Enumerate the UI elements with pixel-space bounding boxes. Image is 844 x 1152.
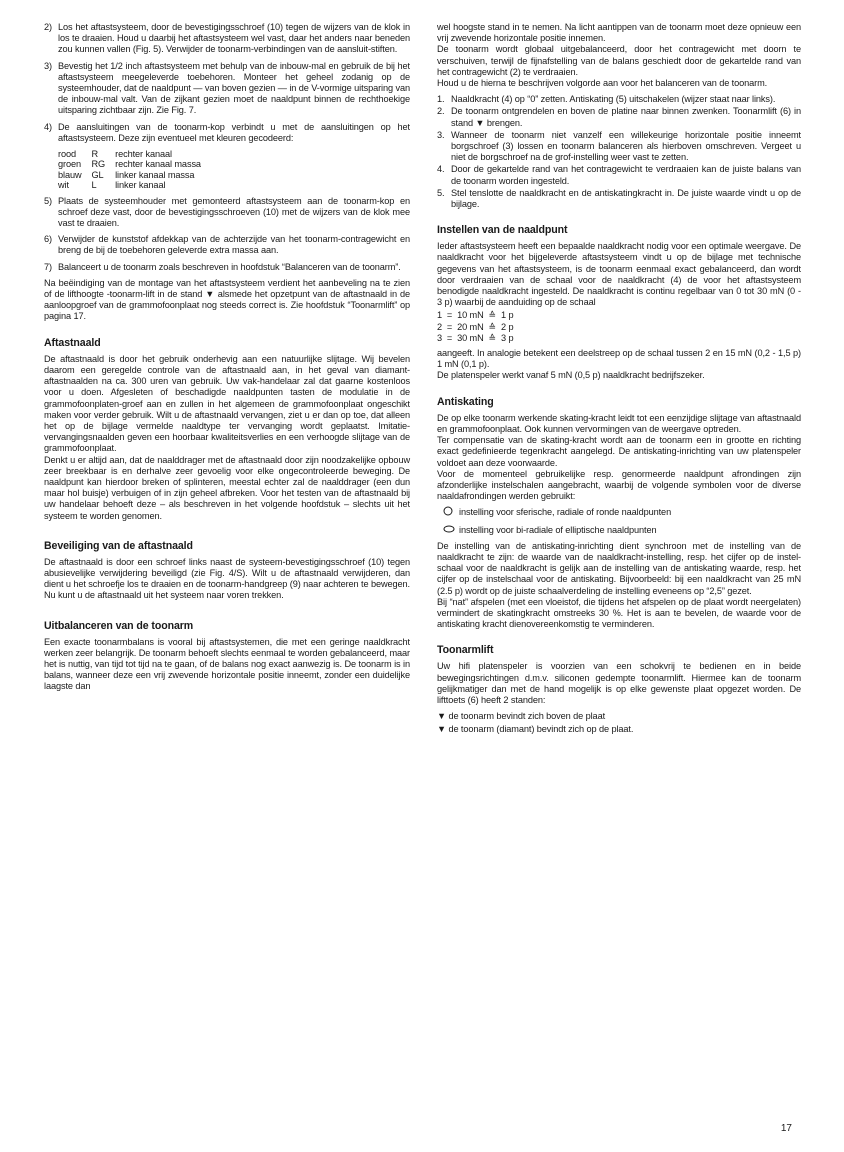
list-item (437, 130, 801, 164)
list-item (437, 188, 801, 210)
lift-up-row (437, 711, 801, 722)
step-number: 4) (44, 121, 52, 132)
right-column (437, 22, 801, 736)
list-item (44, 61, 410, 117)
symbol-ellipse-row (443, 525, 801, 536)
step-text: Bevestig het 1/2 inch aftastsysteem met behulp van de inbouw-mal en gebruik de bij het aftastsysteem meegeleverde toebehoren. Monteer het geheel zodanig op de systeemhouder, dat de naaldpunt — van boven gezien — in de V-vormige uitsparing van de inbouw-mal valt. Van de zijkant gezien moet de naaldpunt binnen de rechthoekige uitsparing zichtbaar zijn. Zie Fig. 7. (58, 60, 410, 116)
table-row (58, 170, 211, 180)
code-color: blauw (58, 169, 82, 180)
step-number: 5. (437, 187, 445, 198)
list-item (44, 196, 410, 230)
lift-down-row (437, 724, 801, 735)
list-item (44, 122, 410, 144)
symbol-round-row (443, 506, 801, 519)
scale-row: 1 = 10 mN ≙ 1 p (437, 310, 514, 321)
step-text: Naaldkracht (4) op “0” zetten. Antiskating (5) uitschakelen (wijzer staat naar links). (451, 94, 776, 105)
balance-steps (437, 94, 801, 210)
list-item (437, 94, 801, 105)
list-item (437, 164, 801, 186)
table-row (58, 159, 211, 169)
antiskating-paragraph-4: De instelling van de antiskating-inrichting dient synchroon met de instelling van de naaldkracht te zijn: de waarde van de naaldkracht-instelling, resp. het cijfer op de instel-schaal voor de naaldkracht is gelijk aan de instelling van de antiskating waarde, resp. het cijfer op de instelschaal voor de antiskating. Bijvoorbeeld: bij een naaldkracht van 25 mN (2.5 p) wordt op de juiste schaalverdeling de instelling eveneens op “2,5” gezet. (437, 540, 801, 596)
code-meaning: linker kanaal (115, 180, 166, 191)
naaldpunt-paragraph: Ieder aftastsysteem heeft een bepaalde naaldkracht nodig voor een optimale weergave. De naaldkracht voor het bijgeleverde aftastsysteem vindt u op de bijlage met technische gegevens van het aftastsysteem, is de toonarm eenmaal exact gebalanceerd, dan wordt door verdraaien van de schaal voor de naaldkracht (4) de voor het aftastsysteem benodigde naaldkracht ingesteld. De naaldkracht is continu regelbaar van 0 tot 30 mN (0 - 3 p) waarbij de aanduiding op de schaal (437, 241, 801, 308)
mounting-steps-b (44, 196, 410, 273)
heading-beveiliging: Beveiliging van de aftastnaald (44, 539, 193, 552)
scale-paragraph-3: De platenspeler werkt vanaf 5 mN (0,5 p) naaldkracht bedrijfszeker. (437, 370, 705, 381)
antiskating-paragraph-1: De op elke toonarm werkende skating-kracht leidt tot een eenzijdige slijtage van aftastnaald en grammofoonplaat. Ook kunnen vervormingen van de weergave optreden. (437, 412, 801, 434)
code-color: groen (58, 159, 81, 170)
heading-uitbalanceren: Uitbalanceren van de toonarm (44, 619, 194, 632)
circle-symbol-icon (443, 506, 459, 519)
lift-up-icon: ▼ (437, 711, 446, 722)
mounting-steps-a (44, 22, 410, 144)
color-code-table (58, 149, 211, 191)
balance-continued-paragraph: wel hoogste stand in te nemen. Na licht aantippen van de toonarm moet deze opnieuw een vrij zwevende horizontale positie innemen. (437, 22, 801, 44)
symbol-ellipse-text: instelling voor bi-radiale of elliptische naaldpunten (459, 524, 657, 535)
code-letter: L (91, 180, 97, 191)
step-number: 1. (437, 94, 445, 105)
aftastnaald-paragraph-2: Denkt u er altijd aan, dat de naalddrager met de aftastnaald door zijn noodzakelijke opbouw zeer breekbaar is en derhalve zeer gevoelig voor elke ongecontroleerde beweging. De naaldpunt kan hierdoor breken of splinteren, meestal echter zal de naalddrager (een dun maar hol buisje) verbuigen of in zijn geheel afbreken. Voor het testen van de aftastnaald bij uw handelaar behoeft deze – als beschreven in het volgende hoofdstuk – slechts uit het systeem te worden genomen. (44, 454, 410, 521)
table-row (58, 149, 211, 159)
code-color: rood (58, 149, 76, 160)
step-text: De aansluitingen van de toonarm-kop verbindt u met de aansluitingen op het aftastsysteem. Deze zijn eventueel met kleuren gecodeerd: (58, 121, 410, 143)
code-meaning: linker kanaal massa (115, 169, 195, 180)
code-letter: R (91, 149, 99, 160)
list-item (44, 234, 410, 256)
code-letter: RG (91, 159, 106, 170)
symbol-round-text: instelling voor sferische, radiale of ronde naaldpunten (459, 507, 672, 518)
uitbalanceren-paragraph: Een exacte toonarmbalans is vooral bij aftastsystemen, die met een geringe naaldkracht werken zeer belangrijk. De toonarm behoeft slechts eenmaal te worden gebalanceerd, maar het is nuttig, van tijd tot tijd na te gaan, of de balans nog exact aanwezig is. De toonarm is in balans, wanneer deze een vrij zwevende horizontale positie inneemt, zonder een duidelijke laagste dan (44, 636, 410, 692)
step-text: Stel tenslotte de naaldkracht en de antiskatingkracht in. De juiste waarde vindt u op de bijlage. (451, 187, 801, 210)
step-number: 6) (44, 234, 52, 245)
lift-down-text: de toonarm (diamant) bevindt zich op de plaat. (448, 724, 634, 735)
page-number: 17 (780, 1123, 792, 1134)
lift-down-icon: ▼ (437, 724, 446, 735)
ellipse-symbol-icon (443, 525, 459, 536)
step-text: Balanceert u de toonarm zoals beschreven in hoofdstuk “Balanceren van de toonarm”. (58, 261, 401, 272)
balance-order-paragraph: Houd u de hierna te beschrijven volgorde aan voor het balanceren van de toonarm. (437, 78, 768, 89)
step-text: Plaats de systeemhouder met gemonteerd aftastsysteem aan de toonarm-kop en schroef deze vast, door de bevestigingsschroeven (10) met de wijzers van de klok mee vast te draaien. (58, 195, 410, 229)
toonarmlift-paragraph: Uw hifi platenspeler is voorzien van een schokvrij te bedienen en in beide bewegingsrichtingen d.m.v. siliconen gedempte toonarmlift. Hiermee kan de toonarm gelijkmatiger dan met de hand mogelijk is op elke gewenste plaat opgezet worden. De lifttoets (6) heeft 2 standen: (437, 661, 801, 705)
lift-up-text: de toonarm bevindt zich boven de plaat (448, 711, 606, 722)
heading-antiskating: Antiskating (437, 395, 494, 408)
code-meaning: rechter kanaal massa (115, 159, 201, 170)
step-text: Verwijder de kunststof afdekkap van de achterzijde van het toonarm-contragewicht en breng de bij de toebehoren geleverde extra massa aan. (58, 234, 410, 256)
step-number: 2. (437, 106, 445, 117)
step-text: Wanneer de toonarm niet vanzelf een willekeurige horizontale positie inneemt borgschroef (3) lossen en toonarm balanceren als hierboven omschreven. Vergeet u niet de borgschroef na de grof-instelling weer vast te zetten. (451, 129, 801, 163)
code-color: wit (58, 180, 69, 191)
list-item (437, 106, 801, 128)
step-number: 4. (437, 164, 445, 175)
list-item (44, 22, 410, 56)
balance-coarse-fine-paragraph: De toonarm wordt globaal uitgebalanceerd, door het contragewicht met doorn te verschuiven, terwijl de fijnafstelling van de balans geschiedt door de gekartelde rand van het contragewicht (2) te verdraaien. (437, 44, 801, 77)
antiskating-paragraph-5: Bij “nat” afspelen (met een vloeistof, die tijdens het afspelen op de plaat wordt neergelaten) vermindert de skatingkracht omstreeks 30 %. Het is aan te bevelen, de waarde voor de antiskating kracht dienovereenkomstig te verminderen. (437, 596, 801, 630)
scale-row: 2 = 20 mN ≙ 2 p (437, 321, 514, 332)
aftastnaald-paragraph-1: De aftastnaald is door het gebruik onderhevig aan een natuurlijke slijtage. Wij bevelen daarom een geregelde controle van de aftastnaald aan, in het geval van diamant-aftastnaalden na ca. 300 uren van gebruik. Uw vak-handelaar zal dat gaarne kostenloos voor u doen. Afgesleten of beschadigde naaldpunten tasten de modulatie in de grammofoonplaten-groef aan en zullen in het algemeen de grammofoonplaat ongeschikt maken voor verder gebruik. Wilt u de aftastnaald vervangen, ziet u er dan op toe, dat alleen het op de bijlage vermelde naaldtype ter vervanging wordt geplaatst. Imitatie-vervangingsnaalden geven een hoorbaar kwaliteitsverlies en een verhoogde slijtage van de grammofoonplaat. (44, 353, 410, 454)
table-row (58, 180, 211, 190)
scale-row: 3 = 30 mN ≙ 3 p (437, 332, 514, 343)
beveiliging-paragraph: De aftastnaald is door een schroef links naast de systeem-bevestigingsschroef (10) tegen abusievelijke verwijdering beveiligd (zie Fig. 4/S). Wilt u de aftastnaald verwijderen, dan dient u het schroefje los te draaien en de toonarm-handgreep (9) naar achteren te bewegen. Nu kunt u de aftastnaald uit het systeem naar voren trekken. (44, 556, 410, 601)
heading-toonarmlift: Toonarmlift (437, 644, 494, 657)
antiskating-paragraph-3: Voor de momenteel gebruikelijke resp. genormeerde naaldpunt afrondingen zijn afzonderlijke instelschalen aangebracht, waarbij de volgende symbolen voor de diverse naaldafrondingen werden gebruikt: (437, 468, 801, 502)
step-number: 3. (437, 129, 445, 140)
needle-force-scale (437, 310, 801, 344)
heading-aftastnaald: Aftastnaald (44, 336, 101, 349)
list-item (44, 262, 410, 273)
code-meaning: rechter kanaal (115, 149, 172, 160)
heading-naaldpunt: Instellen van de naaldpunt (437, 224, 568, 237)
step-text: Door de gekartelde rand van het contragewicht te verdraaien kan de juiste balans van de toonarm worden ingesteld. (451, 164, 801, 186)
step-number: 7) (44, 261, 52, 272)
antiskating-paragraph-2: Ter compensatie van de skating-kracht wordt aan de toonarm een in grootte en richting exact gedefinieerde tegenkracht aangelegd. De antiskating-inrichting van uw platenspeler voldoet aan deze voorwaarde. (437, 435, 801, 468)
left-column (44, 22, 410, 698)
step-number: 5) (44, 195, 52, 206)
step-number: 3) (44, 60, 52, 71)
step-text: Los het aftastsysteem, door de bevestigingsschroef (10) tegen de wijzers van de klok in los te draaien. Houd u daarbij het aftastsysteem wel vast, daar het anders naar beneden zou kunnen vallen (Fig. 5). Verwijder de toonarm-verbindingen van de aansluit-stiften. (58, 22, 410, 55)
scale-paragraph-2: aangeeft. In analogie betekent een deelstreep op de schaal tussen 2 en 15 mN (0,2 - 1,5 p) 1 mN (0,1 p). (437, 348, 801, 370)
step-text: De toonarm ontgrendelen en boven de platine naar binnen zwenken. Toonarmlift (6) in stand ▼ brengen. (451, 106, 801, 128)
code-letter: GL (91, 169, 104, 180)
step-number: 2) (44, 22, 52, 32)
after-mount-paragraph: Na beëindiging van de montage van het aftastsysteem verdient het aanbeveling na te zien of de lifthoogte -toonarm-lift in de stand ▼ alsmede het opzetpunt van de aftastnaald in de aanloopgroef van de grammofoonplaat nog steeds correct is. Zie hoofdstuk “Toonarmlift” op pagina 17. (44, 277, 410, 322)
